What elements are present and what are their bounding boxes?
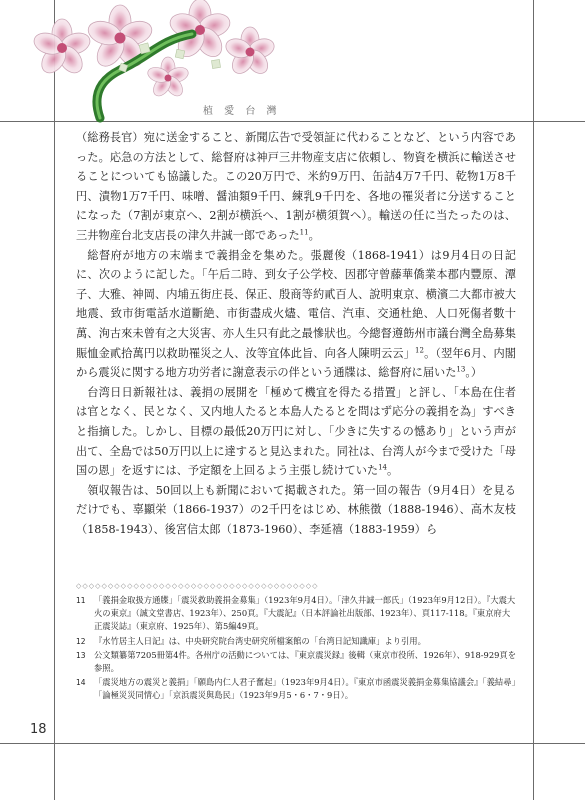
paragraph: 領収報告は、50回以上も新聞において掲載された。第一回の報告（9月4日）を見るだけでも、辜顯栄（1866-1937）の2千円をはじめ、林熊徴（1888-1946）、高木友枝（1858-1943）、後宮信太郎（1873-1960）、李延禧（1883-1959）ら	[76, 483, 516, 536]
margin-guide-left	[54, 0, 55, 800]
page-number: 18	[30, 722, 47, 737]
footnote-ref: 12	[415, 345, 424, 354]
footnotes	[76, 594, 516, 704]
paragraph: 総督府が地方の末端まで義捐金を集めた。張麗俊（1868-1941）は9月4日の日記に、次のように記した。「午后二時、到女子公学校、因郡守曾藤華僑業本郡内豐原、潭子、大雅、神岡、内埔五街庄長、保正、殷商等約貳百人、說明東京、横濱二大都市被大地震、致市街電話水道斷絶、市街盡成火燼、電信、汽車、交通杜絶、人口死傷者數十萬、洵古來未曾有之大災害、亦人生只有此之最慘狀也。今總督遵飭州市議台灣全島募集賑恤金貳拾萬円以救助罹災之人、汝等宜体此旨、向各人陳明云云」$^{12}$。（翌年6月、内閣から震災に関する地方功労者に謝意表示の伴という通牒は、総督府に届いた$^{13}$。）	[76, 248, 516, 380]
margin-guide-bottom	[0, 743, 585, 744]
paragraph: 台湾日日新報社は、義捐の展開を「極めて機宜を得たる措置」と評し、「本島在住者は官となく、民となく、又内地人たると本島人たるとを問はず応分の義捐を為」すべきと指摘した。しかし、目標の最低20万円に対し、「少きに失するの憾あり」という声が出て、全島では50万円以上に達すると見込まれた。同社は、台湾人が今まで受けた「母国の恩」を返すには、予定額を上回るよう主張し続けていた$^{14}$。	[76, 385, 516, 478]
body-text	[76, 128, 516, 539]
footnote-item: 14 「震災地方の震災と義捐」「願島内仁人君子奮起」（1923年9月4日）。『東京市函震災義捐金募集協議会』「義結尋」「論極災災同情心」「京浜震災與島民」（1923年9月5・6・7・9日）。	[76, 677, 516, 701]
paragraph: （総務長官）宛に送金すること、新聞広告で受領証に代わることなど、という内容であった。応急の方法として、総督府は神戸三井物産支店に依頼し、物資を横浜に輸送させることについても協議した。この20万円で、米約9万円、缶詰4万7千円、乾物1万8千円、漬物1万7千円、味噌、醤油類9千円、練乳9千円を、各地の罹災者に分送することになった（7割が東京へ、2割が横浜へ、1割が横須賀へ）。輸送の任に当たったのは、三井物産台北支店長の津久井誠一郎であった$^{11}$。	[76, 131, 516, 242]
margin-guide-top	[0, 121, 585, 122]
margin-guide-right	[533, 0, 534, 800]
footnote-ref: 11	[299, 228, 309, 237]
footnote-divider: ◇◇◇◇◇◇◇◇◇◇◇◇◇◇◇◇◇◇◇◇◇◇◇◇◇◇◇◇◇◇◇◇◇◇◇◇◇◇	[76, 582, 319, 590]
footnote-item: 12 『水竹居主人日記』は、中央研究院台湾史研究所檔案館の「台湾日記知識庫」より引用。	[76, 635, 426, 646]
footnote-item: 13 公文類纂第7205冊第4件。各州庁の活動については、『東京震災録』後輯（東京市役所、1926年）、918-929頁を参照。	[76, 649, 516, 674]
footnote-item: 11 「義捐金取扱方通牒」「震災救助義捐金募集」（1923年9月4日）。「津久井誠一郎氏」（1923年9月12日）。『大震大火の東京』（誠文堂書店、1923年）、250頁。『大震記』（日本評論社出版部、1923年）、頁117-118。『東京府大正震災誌』（東京府、1925年）、第5編49頁。	[76, 595, 516, 632]
footnote-ref: 13	[456, 365, 466, 374]
section-title: 植 愛 台 灣	[203, 106, 281, 117]
footnote-ref: 14	[378, 463, 387, 472]
